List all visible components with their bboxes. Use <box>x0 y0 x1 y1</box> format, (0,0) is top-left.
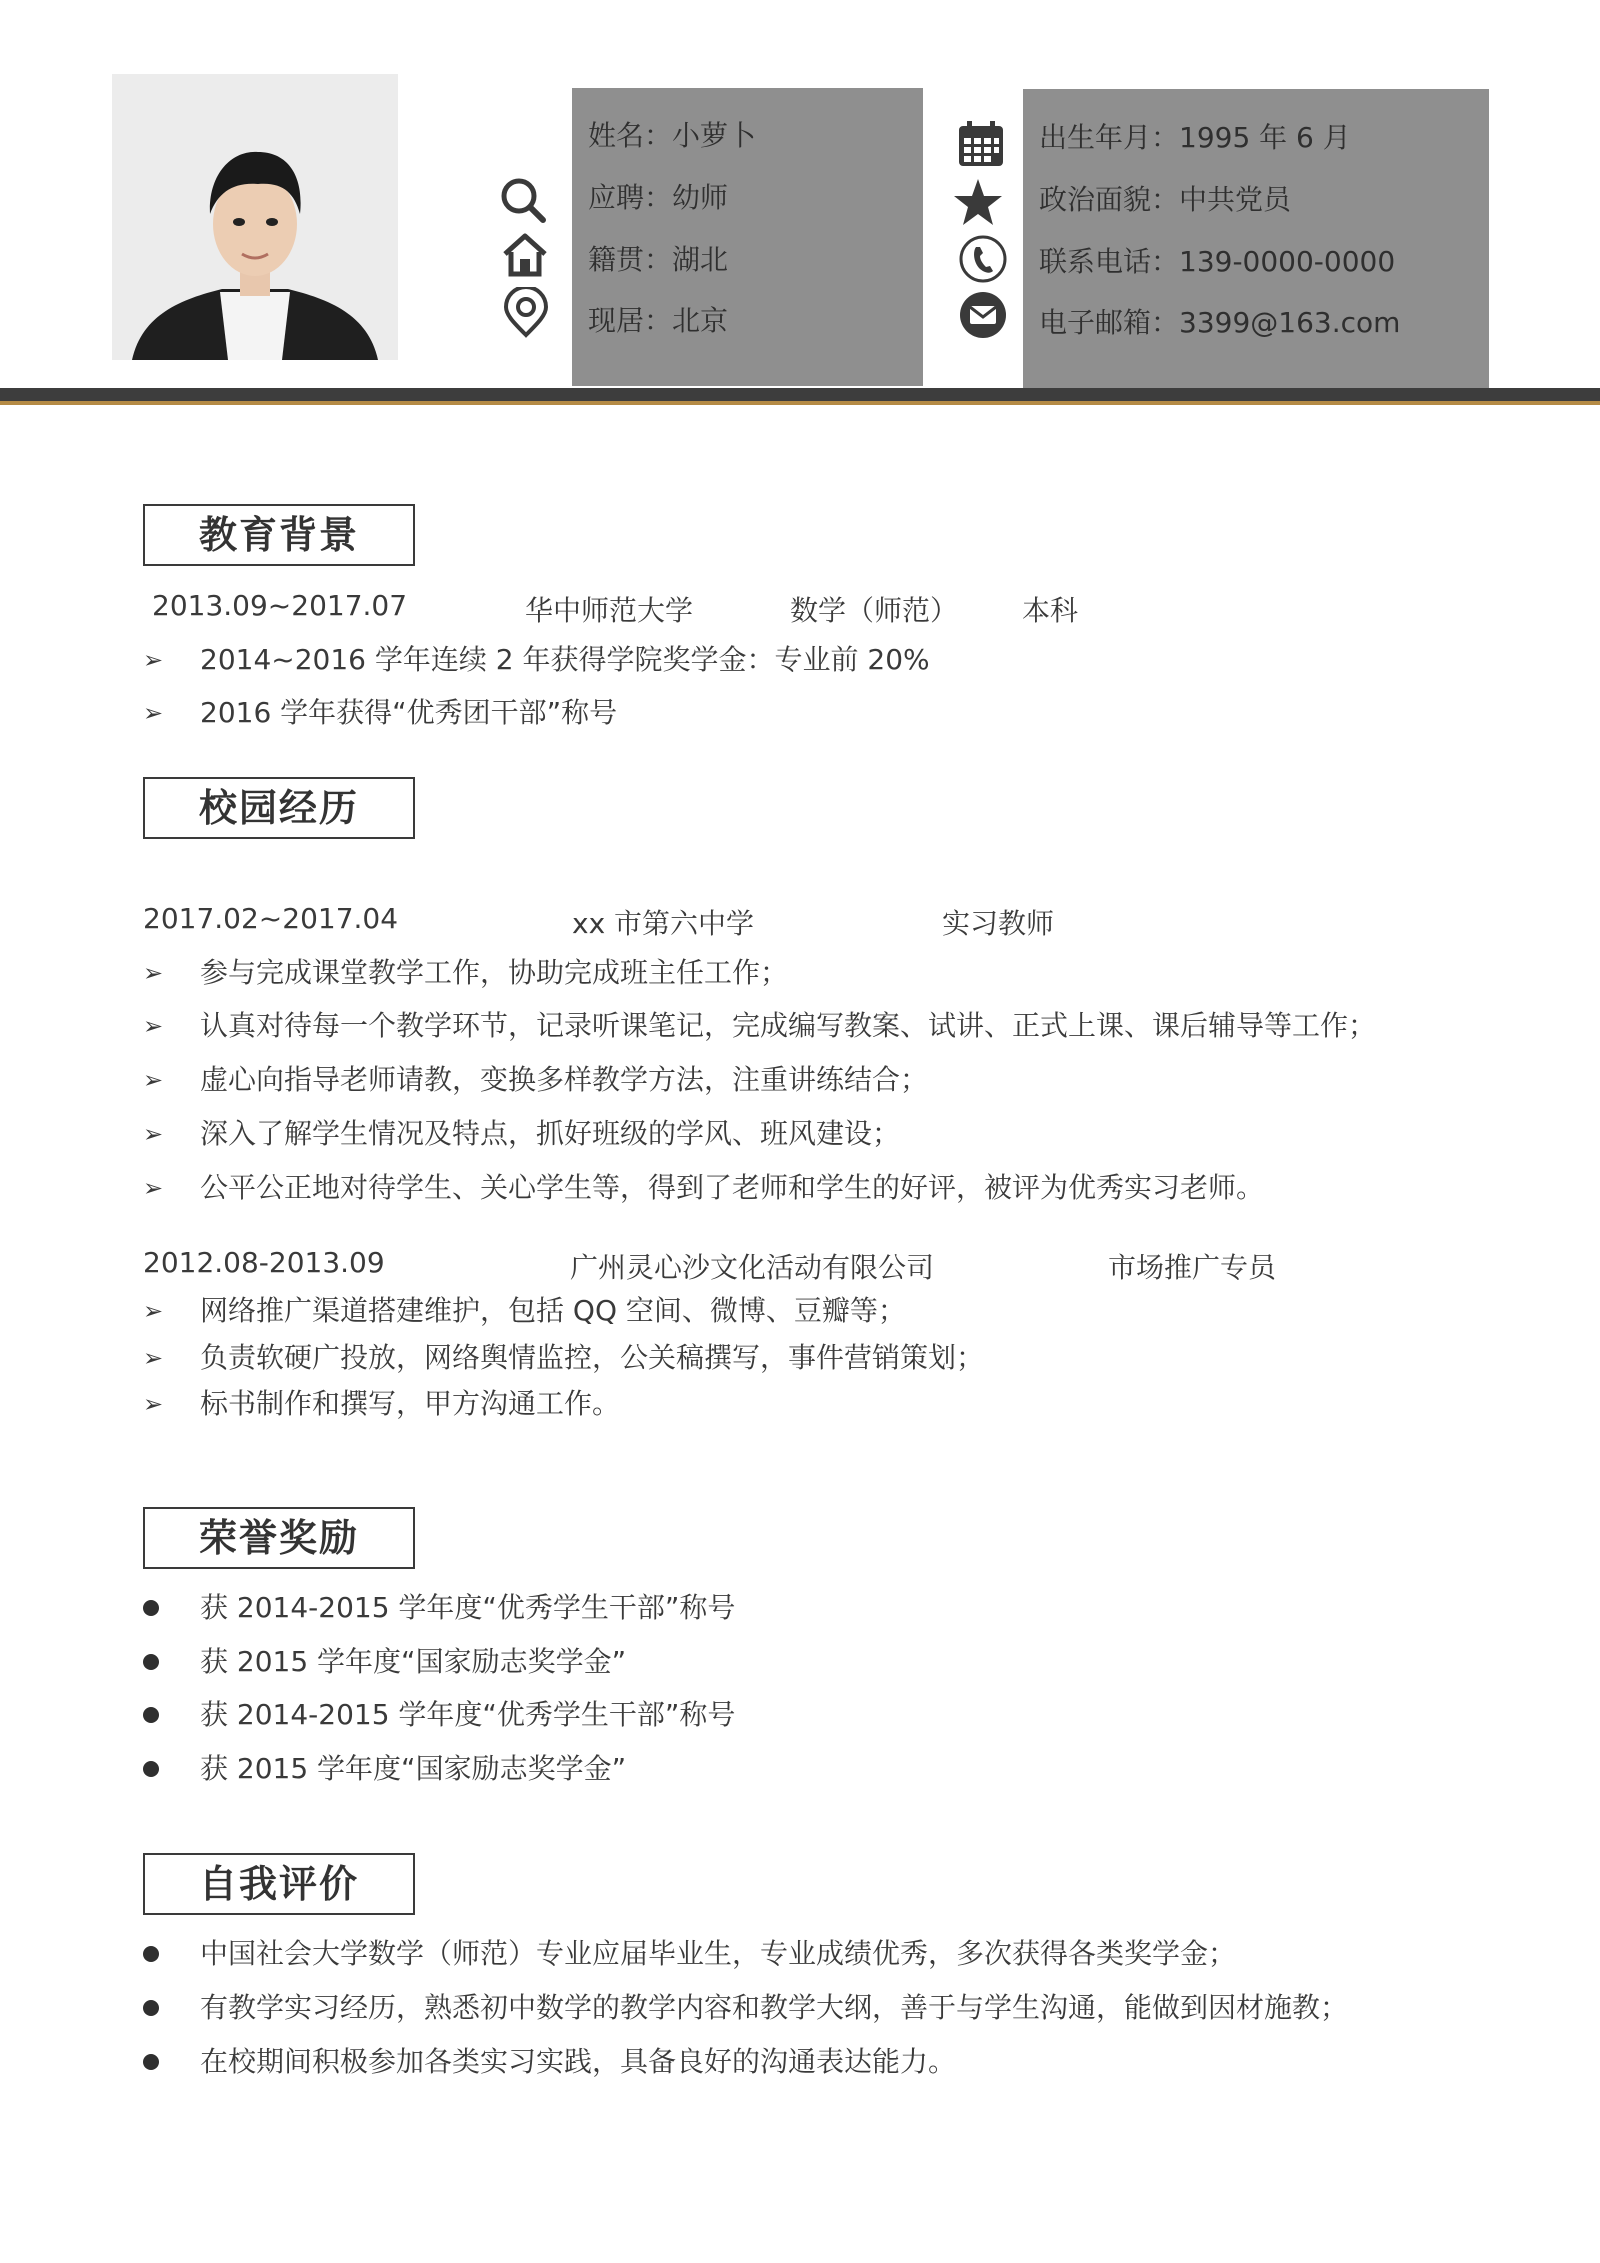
info-residence: 现居：北京 <box>588 304 729 337</box>
bullet-dot-icon <box>143 1988 173 2028</box>
education-school: 华中师范大学 <box>525 594 694 627</box>
location-pin-icon <box>500 287 552 339</box>
bullet-dot-icon <box>143 2042 173 2082</box>
job-bullet-text: 虚心向指导老师请教，变换多样教学方法，注重讲练结合； <box>200 1063 929 1096</box>
bullet-dot-icon <box>143 1642 173 1682</box>
info-email: 电子邮箱：3399@163.com <box>1039 306 1401 339</box>
job-org: 广州灵心沙文化活动有限公司 <box>570 1251 935 1284</box>
arrow-bullet-icon: ➢ <box>143 1066 164 1094</box>
education-bullet-text: 2016 学年获得“优秀团干部”称号 <box>200 696 618 729</box>
profile-photo <box>112 74 398 360</box>
job-dates: 2012.08-2013.09 <box>143 1246 385 1279</box>
section-title-campus: 校园经历 <box>143 777 415 839</box>
arrow-bullet-icon: ➢ <box>143 1390 164 1418</box>
home-icon <box>499 228 551 280</box>
honor-text: 获 2015 学年度“国家励志奖学金” <box>200 1645 627 1678</box>
education-bullet-text: 2014~2016 学年连续 2 年获得学院奖学金：专业前 20% <box>200 643 930 676</box>
job-org: xx 市第六中学 <box>572 907 755 940</box>
contact-info-box <box>1023 89 1489 395</box>
mail-icon <box>957 289 1009 341</box>
calendar-icon <box>955 118 1007 170</box>
job-bullet-text: 标书制作和撰写，甲方沟通工作。 <box>200 1387 621 1420</box>
bullet-dot-icon <box>143 1695 173 1735</box>
job-bullet-text: 深入了解学生情况及特点，抓好班级的学风、班风建设； <box>200 1117 901 1150</box>
portrait-illustration <box>112 74 398 360</box>
arrow-bullet-icon: ➢ <box>143 646 164 674</box>
job-role: 实习教师 <box>942 907 1055 940</box>
personal-info-box <box>572 88 923 386</box>
arrow-bullet-icon: ➢ <box>143 1174 164 1202</box>
header-divider <box>0 388 1600 402</box>
bullet-dot-icon <box>143 1749 173 1789</box>
phone-icon <box>957 233 1009 285</box>
arrow-bullet-icon: ➢ <box>143 699 164 727</box>
section-title-self-evaluation: 自我评价 <box>143 1853 415 1915</box>
info-position: 应聘：幼师 <box>588 181 729 214</box>
job-bullet-text: 公平公正地对待学生、关心学生等，得到了老师和学生的好评，被评为优秀实习老师。 <box>200 1171 1265 1204</box>
education-major: 数学（师范） <box>790 594 959 627</box>
arrow-bullet-icon: ➢ <box>143 1344 164 1372</box>
arrow-bullet-icon: ➢ <box>143 1297 164 1325</box>
search-icon <box>497 174 549 226</box>
honor-text: 获 2014-2015 学年度“优秀学生干部”称号 <box>200 1591 736 1624</box>
education-dates: 2013.09~2017.07 <box>152 589 408 622</box>
section-title-education: 教育背景 <box>143 504 415 566</box>
bullet-dot-icon <box>143 1934 173 1974</box>
education-degree: 本科 <box>1022 594 1079 627</box>
arrow-bullet-icon: ➢ <box>143 959 164 987</box>
job-bullet-text: 网络推广渠道搭建维护，包括 QQ 空间、微博、豆瓣等； <box>200 1294 906 1327</box>
self-eval-text: 在校期间积极参加各类实习实践，具备良好的沟通表达能力。 <box>200 2045 957 2078</box>
arrow-bullet-icon: ➢ <box>143 1120 164 1148</box>
info-origin: 籍贯：湖北 <box>588 243 729 276</box>
bullet-dot-icon <box>143 1588 173 1628</box>
honor-text: 获 2015 学年度“国家励志奖学金” <box>200 1752 627 1785</box>
info-birth: 出生年月：1995 年 6 月 <box>1039 121 1351 154</box>
star-icon <box>952 177 1004 229</box>
self-eval-text: 中国社会大学数学（师范）专业应届毕业生，专业成绩优秀，多次获得各类奖学金； <box>200 1937 1237 1970</box>
honor-text: 获 2014-2015 学年度“优秀学生干部”称号 <box>200 1698 736 1731</box>
info-name: 姓名：小萝卜 <box>588 119 757 152</box>
info-phone: 联系电话：139-0000-0000 <box>1039 245 1396 278</box>
job-bullet-text: 负责软硬广投放，网络舆情监控，公关稿撰写，事件营销策划； <box>200 1341 985 1374</box>
header-accent-line <box>0 401 1600 405</box>
job-bullet-text: 认真对待每一个教学环节，记录听课笔记，完成编写教案、试讲、正式上课、课后辅导等工作； <box>200 1009 1377 1042</box>
job-dates: 2017.02~2017.04 <box>143 902 399 935</box>
self-eval-text: 有教学实习经历，熟悉初中数学的教学内容和教学大纲，善于与学生沟通，能做到因材施教； <box>200 1991 1349 2024</box>
job-bullet-text: 参与完成课堂教学工作，协助完成班主任工作； <box>200 956 789 989</box>
section-title-honors: 荣誉奖励 <box>143 1507 415 1569</box>
arrow-bullet-icon: ➢ <box>143 1012 164 1040</box>
info-political-status: 政治面貌：中共党员 <box>1039 183 1292 216</box>
job-role: 市场推广专员 <box>1108 1251 1277 1284</box>
